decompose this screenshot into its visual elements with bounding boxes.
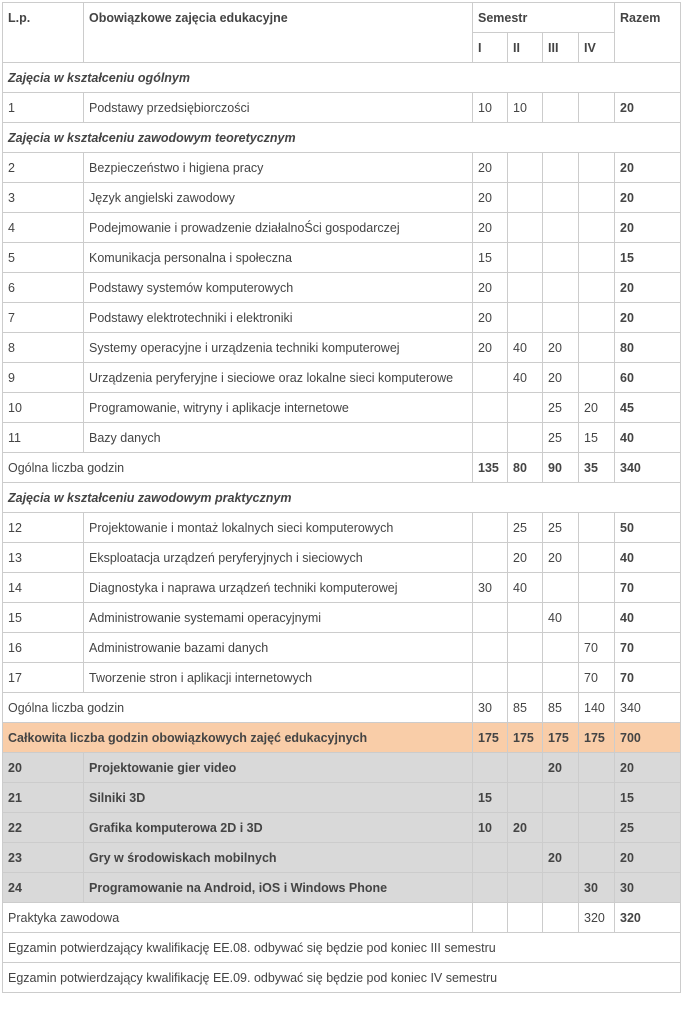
semester-hours xyxy=(579,543,615,573)
table-row xyxy=(3,153,681,183)
semester-hours xyxy=(579,243,615,273)
semester-hours xyxy=(508,393,543,423)
semester-hours: 25 xyxy=(543,393,579,423)
semester-hours xyxy=(508,843,543,873)
section-title: Zajęcia w kształceniu zawodowym teoretycznym xyxy=(3,123,681,153)
table-row xyxy=(3,183,681,213)
semester-hours: 175 xyxy=(543,723,579,753)
semester-hours: 20 xyxy=(579,393,615,423)
subject-name: Gry w środowiskach mobilnych xyxy=(84,843,473,873)
exam-row xyxy=(3,963,681,993)
row-total: 320 xyxy=(615,903,681,933)
row-total: 40 xyxy=(615,543,681,573)
semester-hours xyxy=(579,333,615,363)
semester-hours xyxy=(543,213,579,243)
semester-hours xyxy=(579,213,615,243)
semester-hours xyxy=(473,873,508,903)
subject-name: Język angielski zawodowy xyxy=(84,183,473,213)
subject-name: Projektowanie i montaż lokalnych sieci komputerowych xyxy=(84,513,473,543)
table-row xyxy=(3,543,681,573)
semester-hours xyxy=(508,153,543,183)
row-total: 20 xyxy=(615,273,681,303)
semester-hours xyxy=(508,423,543,453)
subject-name: Systemy operacyjne i urządzenia techniki komputerowej xyxy=(84,333,473,363)
semester-hours xyxy=(579,753,615,783)
row-total: 45 xyxy=(615,393,681,423)
table-row xyxy=(3,783,681,813)
semester-hours xyxy=(543,903,579,933)
row-number: 11 xyxy=(3,423,84,453)
summary-row xyxy=(3,453,681,483)
row-number: 16 xyxy=(3,633,84,663)
row-total: 20 xyxy=(615,753,681,783)
semester-hours xyxy=(579,783,615,813)
section-row xyxy=(3,483,681,513)
row-total: 30 xyxy=(615,873,681,903)
subject-name: Administrowanie systemami operacyjnymi xyxy=(84,603,473,633)
semester-hours: 90 xyxy=(543,453,579,483)
row-number: 10 xyxy=(3,393,84,423)
semester-hours: 15 xyxy=(579,423,615,453)
semester-hours xyxy=(579,273,615,303)
row-number: 21 xyxy=(3,783,84,813)
semester-hours: 10 xyxy=(508,93,543,123)
subject-name: Tworzenie stron i aplikacji internetowych xyxy=(84,663,473,693)
row-number: 14 xyxy=(3,573,84,603)
table-row xyxy=(3,333,681,363)
semester-hours xyxy=(508,633,543,663)
semester-hours xyxy=(473,753,508,783)
table-row xyxy=(3,633,681,663)
semester-hours xyxy=(473,393,508,423)
semester-hours xyxy=(508,663,543,693)
table-row xyxy=(3,93,681,123)
semester-hours: 85 xyxy=(543,693,579,723)
semester-hours xyxy=(473,663,508,693)
semester-hours: 40 xyxy=(543,603,579,633)
row-total: 340 xyxy=(615,453,681,483)
semester-hours xyxy=(473,843,508,873)
semester-hours xyxy=(473,633,508,663)
semester-hours: 70 xyxy=(579,663,615,693)
subject-name: Programowanie, witryny i aplikacje internetowe xyxy=(84,393,473,423)
table-row xyxy=(3,753,681,783)
exam-row xyxy=(3,933,681,963)
semester-hours xyxy=(508,213,543,243)
semester-hours xyxy=(508,183,543,213)
section-title: Zajęcia w kształceniu zawodowym praktycznym xyxy=(3,483,681,513)
semester-hours: 20 xyxy=(473,213,508,243)
semester-hours: 20 xyxy=(543,753,579,783)
header-semester-2: II xyxy=(508,33,543,63)
semester-hours xyxy=(579,603,615,633)
semester-hours xyxy=(543,183,579,213)
semester-hours: 175 xyxy=(473,723,508,753)
table-row xyxy=(3,273,681,303)
row-total: 25 xyxy=(615,813,681,843)
row-number: 8 xyxy=(3,333,84,363)
semester-hours: 30 xyxy=(473,693,508,723)
semester-hours xyxy=(473,603,508,633)
semester-hours: 20 xyxy=(543,543,579,573)
section-row xyxy=(3,123,681,153)
row-total: 70 xyxy=(615,573,681,603)
row-number: 12 xyxy=(3,513,84,543)
semester-hours: 25 xyxy=(543,423,579,453)
row-number: 22 xyxy=(3,813,84,843)
row-number: 23 xyxy=(3,843,84,873)
semester-hours: 135 xyxy=(473,453,508,483)
row-number: 1 xyxy=(3,93,84,123)
table-row xyxy=(3,393,681,423)
summary-label: Całkowita liczba godzin obowiązkowych zajęć edukacyjnych xyxy=(3,723,473,753)
semester-hours xyxy=(543,273,579,303)
header-semester-1: I xyxy=(473,33,508,63)
subject-name: Bezpieczeństwo i higiena pracy xyxy=(84,153,473,183)
semester-hours: 40 xyxy=(508,363,543,393)
summary-row xyxy=(3,903,681,933)
semester-hours: 140 xyxy=(579,693,615,723)
semester-hours: 40 xyxy=(508,333,543,363)
semester-hours xyxy=(543,243,579,273)
table-row xyxy=(3,243,681,273)
row-total: 50 xyxy=(615,513,681,543)
semester-hours: 175 xyxy=(579,723,615,753)
subject-name: Urządzenia peryferyjne i sieciowe oraz lokalne sieci komputerowe xyxy=(84,363,473,393)
semester-hours: 20 xyxy=(473,153,508,183)
semester-hours xyxy=(579,183,615,213)
semester-hours: 80 xyxy=(508,453,543,483)
table-row xyxy=(3,573,681,603)
section-row xyxy=(3,63,681,93)
table-row xyxy=(3,303,681,333)
row-number: 3 xyxy=(3,183,84,213)
semester-hours: 10 xyxy=(473,813,508,843)
subject-name: Projektowanie gier video xyxy=(84,753,473,783)
semester-hours xyxy=(508,243,543,273)
semester-hours: 10 xyxy=(473,93,508,123)
semester-hours: 20 xyxy=(543,843,579,873)
header-total: Razem xyxy=(615,3,681,63)
row-total: 20 xyxy=(615,183,681,213)
table-row xyxy=(3,663,681,693)
row-total: 20 xyxy=(615,213,681,243)
row-number: 13 xyxy=(3,543,84,573)
header-row xyxy=(3,3,681,33)
semester-hours xyxy=(508,273,543,303)
semester-hours: 30 xyxy=(473,573,508,603)
row-number: 17 xyxy=(3,663,84,693)
semester-hours xyxy=(473,903,508,933)
header-lp: L.p. xyxy=(3,3,84,63)
row-total: 70 xyxy=(615,663,681,693)
semester-hours xyxy=(579,93,615,123)
row-total: 40 xyxy=(615,603,681,633)
semester-hours xyxy=(508,783,543,813)
subject-name: Diagnostyka i naprawa urządzeń techniki komputerowej xyxy=(84,573,473,603)
semester-hours: 25 xyxy=(543,513,579,543)
semester-hours xyxy=(579,153,615,183)
row-number: 15 xyxy=(3,603,84,633)
row-total: 340 xyxy=(615,693,681,723)
semester-hours xyxy=(508,903,543,933)
semester-hours: 20 xyxy=(473,303,508,333)
row-total: 20 xyxy=(615,93,681,123)
row-number: 6 xyxy=(3,273,84,303)
semester-hours xyxy=(473,363,508,393)
semester-hours xyxy=(543,873,579,903)
semester-hours: 15 xyxy=(473,243,508,273)
semester-hours xyxy=(579,843,615,873)
row-number: 24 xyxy=(3,873,84,903)
semester-hours xyxy=(579,363,615,393)
semester-hours xyxy=(543,633,579,663)
subject-name: Bazy danych xyxy=(84,423,473,453)
semester-hours xyxy=(543,573,579,603)
semester-hours xyxy=(543,783,579,813)
summary-label: Ogólna liczba godzin xyxy=(3,693,473,723)
semester-hours xyxy=(579,573,615,603)
header-semester: Semestr xyxy=(473,3,615,33)
row-number: 9 xyxy=(3,363,84,393)
semester-hours: 25 xyxy=(508,513,543,543)
semester-hours: 15 xyxy=(473,783,508,813)
subject-name: Eksploatacja urządzeń peryferyjnych i sieciowych xyxy=(84,543,473,573)
subject-name: Programowanie na Android, iOS i Windows Phone xyxy=(84,873,473,903)
subject-name: Grafika komputerowa 2D i 3D xyxy=(84,813,473,843)
subject-name: Podstawy elektrotechniki i elektroniki xyxy=(84,303,473,333)
row-number: 7 xyxy=(3,303,84,333)
row-total: 700 xyxy=(615,723,681,753)
semester-hours xyxy=(579,303,615,333)
semester-hours xyxy=(508,303,543,333)
row-total: 20 xyxy=(615,843,681,873)
table-row xyxy=(3,813,681,843)
semester-hours: 20 xyxy=(473,273,508,303)
semester-hours xyxy=(473,513,508,543)
semester-hours xyxy=(508,873,543,903)
exam-note: Egzamin potwierdzający kwalifikację EE.09. odbywać się będzie pod koniec IV semestru xyxy=(3,963,681,993)
semester-hours: 20 xyxy=(543,333,579,363)
row-total: 60 xyxy=(615,363,681,393)
semester-hours xyxy=(473,543,508,573)
semester-hours: 85 xyxy=(508,693,543,723)
row-total: 20 xyxy=(615,303,681,333)
header-semester-4: IV xyxy=(579,33,615,63)
row-number: 2 xyxy=(3,153,84,183)
semester-hours: 320 xyxy=(579,903,615,933)
semester-hours xyxy=(543,93,579,123)
semester-hours: 20 xyxy=(543,363,579,393)
row-number: 20 xyxy=(3,753,84,783)
table-row xyxy=(3,213,681,243)
semester-hours: 175 xyxy=(508,723,543,753)
semester-hours xyxy=(508,603,543,633)
semester-hours: 20 xyxy=(508,543,543,573)
subject-name: Komunikacja personalna i społeczna xyxy=(84,243,473,273)
semester-hours xyxy=(579,813,615,843)
table-row xyxy=(3,363,681,393)
subject-name: Podstawy systemów komputerowych xyxy=(84,273,473,303)
semester-hours xyxy=(579,513,615,543)
semester-hours: 20 xyxy=(473,333,508,363)
header-subject: Obowiązkowe zajęcia edukacyjne xyxy=(84,3,473,63)
table-row xyxy=(3,513,681,543)
row-total: 15 xyxy=(615,783,681,813)
curriculum-table xyxy=(2,2,681,993)
semester-hours: 30 xyxy=(579,873,615,903)
semester-hours: 35 xyxy=(579,453,615,483)
semester-hours xyxy=(543,303,579,333)
subject-name: Administrowanie bazami danych xyxy=(84,633,473,663)
semester-hours: 70 xyxy=(579,633,615,663)
section-title: Zajęcia w kształceniu ogólnym xyxy=(3,63,681,93)
summary-row xyxy=(3,693,681,723)
semester-hours xyxy=(473,423,508,453)
semester-hours: 40 xyxy=(508,573,543,603)
subject-name: Podejmowanie i prowadzenie działalnoŚci gospodarczej xyxy=(84,213,473,243)
semester-hours: 20 xyxy=(473,183,508,213)
summary-label: Ogólna liczba godzin xyxy=(3,453,473,483)
summary-row xyxy=(3,723,681,753)
row-total: 15 xyxy=(615,243,681,273)
table-row xyxy=(3,603,681,633)
subject-name: Podstawy przedsiębiorczości xyxy=(84,93,473,123)
semester-hours xyxy=(543,153,579,183)
table-row xyxy=(3,423,681,453)
semester-hours: 20 xyxy=(508,813,543,843)
header-semester-3: III xyxy=(543,33,579,63)
semester-hours xyxy=(543,663,579,693)
semester-hours xyxy=(543,813,579,843)
subject-name: Silniki 3D xyxy=(84,783,473,813)
semester-hours xyxy=(508,753,543,783)
row-total: 20 xyxy=(615,153,681,183)
row-total: 70 xyxy=(615,633,681,663)
exam-note: Egzamin potwierdzający kwalifikację EE.08. odbywać się będzie pod koniec III semestru xyxy=(3,933,681,963)
row-number: 5 xyxy=(3,243,84,273)
row-total: 40 xyxy=(615,423,681,453)
table-row xyxy=(3,873,681,903)
table-row xyxy=(3,843,681,873)
row-number: 4 xyxy=(3,213,84,243)
row-total: 80 xyxy=(615,333,681,363)
summary-label: Praktyka zawodowa xyxy=(3,903,473,933)
